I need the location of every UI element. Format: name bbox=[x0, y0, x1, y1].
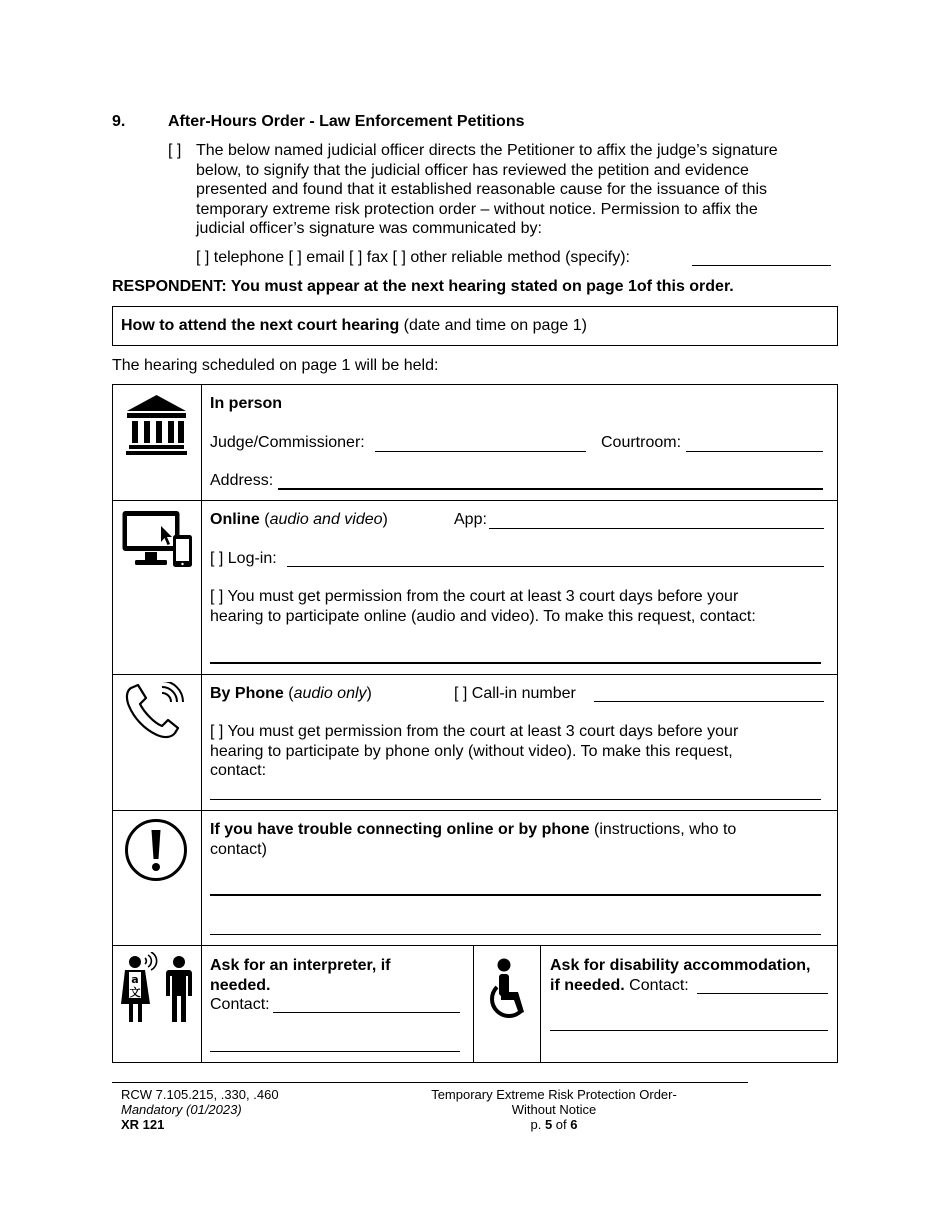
row-divider bbox=[112, 945, 838, 946]
online-permission-line: hearing to participate online (audio and video). To make this request, contact: bbox=[210, 607, 756, 625]
footer-left bbox=[121, 1087, 279, 1132]
online-permission-line[interactable]: [ ] You must get permission from the court at least 3 court days before your bbox=[210, 588, 739, 605]
courthouse-icon bbox=[125, 393, 188, 456]
checkbox-after-hours[interactable]: [ ] bbox=[168, 142, 182, 159]
footer-page-number: p. 5 of 6 bbox=[530, 1117, 578, 1132]
interpreter-contact-field[interactable] bbox=[273, 1012, 460, 1013]
disability-text bbox=[550, 956, 811, 995]
interpreter-contact-label: Contact: bbox=[210, 996, 270, 1013]
row-divider bbox=[112, 674, 838, 675]
login-label[interactable]: [ ] Log-in: bbox=[210, 550, 277, 567]
interpreter-title-line: Ask for an interpreter, if bbox=[210, 957, 391, 974]
trouble-info-field[interactable] bbox=[210, 894, 821, 896]
disability-contact-field[interactable] bbox=[550, 1030, 828, 1031]
judge-field[interactable] bbox=[375, 451, 586, 452]
paragraph-line: temporary extreme risk protection order – without notice. Permission to affix the bbox=[196, 200, 758, 218]
address-label: Address: bbox=[210, 472, 274, 489]
paragraph-line: judicial officer’s signature was communicated by: bbox=[196, 220, 542, 237]
paragraph-line: below, to signify that the judicial officer has reviewed the petition and evidence bbox=[196, 161, 749, 179]
phone-title: By Phone (audio only) bbox=[210, 685, 372, 702]
callin-label[interactable]: [ ] Call-in number bbox=[454, 685, 576, 702]
phone-permission-text bbox=[210, 722, 830, 781]
online-subtitle: audio and video bbox=[269, 511, 383, 528]
communication-methods[interactable]: [ ] telephone [ ] email [ ] fax [ ] other reliable method (specify): bbox=[196, 249, 630, 266]
in-person-title: In person bbox=[210, 395, 283, 412]
phone-subtitle: audio only bbox=[293, 685, 367, 702]
after-hours-paragraph bbox=[196, 141, 836, 239]
wheelchair-icon bbox=[483, 957, 533, 1027]
footer-mandatory: Mandatory (01/2023) bbox=[121, 1102, 242, 1117]
login-field[interactable] bbox=[287, 566, 824, 567]
specify-method-field[interactable] bbox=[692, 265, 831, 266]
exclamation-icon bbox=[124, 818, 188, 882]
callin-field[interactable] bbox=[594, 701, 824, 702]
trouble-bold: If you have trouble connecting online or by phone bbox=[210, 821, 590, 838]
row-divider bbox=[112, 500, 838, 501]
trouble-info-field[interactable] bbox=[210, 934, 821, 935]
footer-rule bbox=[112, 1082, 748, 1083]
interpreter-contact-field[interactable] bbox=[210, 1051, 460, 1052]
courtroom-field[interactable] bbox=[686, 451, 823, 452]
address-field[interactable] bbox=[278, 488, 823, 490]
respondent-notice: RESPONDENT: You must appear at the next hearing stated on page 1of this order. bbox=[112, 278, 734, 295]
online-title-bold: Online bbox=[210, 511, 260, 528]
phone-title-bold: By Phone bbox=[210, 685, 284, 702]
row-divider bbox=[112, 810, 838, 811]
interpreter-title-line: needed. bbox=[210, 976, 271, 994]
app-label: App: bbox=[454, 511, 487, 528]
phone-contact-field[interactable] bbox=[210, 799, 821, 800]
online-title: Online (audio and video) bbox=[210, 511, 388, 528]
computer-monitor-icon bbox=[121, 508, 193, 568]
footer-title: Without Notice bbox=[511, 1102, 597, 1117]
online-contact-field[interactable] bbox=[210, 662, 821, 664]
attend-box-bold: How to attend the next court hearing bbox=[121, 317, 400, 334]
attend-box-text bbox=[121, 316, 587, 336]
paragraph-line: The below named judicial officer directs the Petitioner to affix the judge’s signature bbox=[196, 142, 778, 159]
paragraph-line: presented and found that it established reasonable cause for the issuance of this bbox=[196, 181, 768, 198]
column-divider bbox=[540, 945, 541, 1063]
phone-permission-line[interactable]: [ ] You must get permission from the court at least 3 court days before your bbox=[210, 723, 739, 740]
phone-permission-line: contact: bbox=[210, 762, 267, 779]
interpreter-icon bbox=[118, 952, 198, 1024]
disability-contact-field[interactable] bbox=[697, 993, 828, 994]
column-divider bbox=[473, 945, 474, 1063]
app-field[interactable] bbox=[489, 528, 824, 529]
phone-icon bbox=[124, 682, 186, 740]
online-permission-text bbox=[210, 587, 830, 626]
trouble-text bbox=[210, 820, 830, 859]
disability-contact-label: Contact: bbox=[624, 976, 689, 994]
interpreter-title bbox=[210, 956, 391, 995]
judge-label: Judge/Commissioner: bbox=[210, 434, 365, 451]
courtroom-label: Courtroom: bbox=[601, 434, 682, 451]
svg-text:文: 文 bbox=[129, 986, 141, 999]
attend-box-normal: (date and time on page 1) bbox=[399, 317, 587, 334]
svg-text:a: a bbox=[131, 973, 139, 986]
footer-form-id: XR 121 bbox=[121, 1117, 165, 1132]
footer-rcw: RCW 7.105.215, .330, .460 bbox=[121, 1087, 279, 1102]
section-number: 9. bbox=[112, 113, 126, 130]
phone-permission-line: hearing to participate by phone only (without video). To make this request, bbox=[210, 742, 733, 760]
hearing-intro: The hearing scheduled on page 1 will be held: bbox=[112, 357, 439, 374]
disability-title-line: if needed. bbox=[550, 976, 625, 994]
footer-center bbox=[404, 1087, 704, 1132]
trouble-normal-2: contact) bbox=[210, 840, 267, 858]
table-icon-column-divider bbox=[201, 384, 202, 1063]
disability-title-line: Ask for disability accommodation, bbox=[550, 957, 811, 974]
trouble-normal: (instructions, who to bbox=[589, 821, 737, 838]
footer-title: Temporary Extreme Risk Protection Order- bbox=[431, 1087, 677, 1102]
section-title: After-Hours Order - Law Enforcement Petitions bbox=[168, 113, 525, 130]
